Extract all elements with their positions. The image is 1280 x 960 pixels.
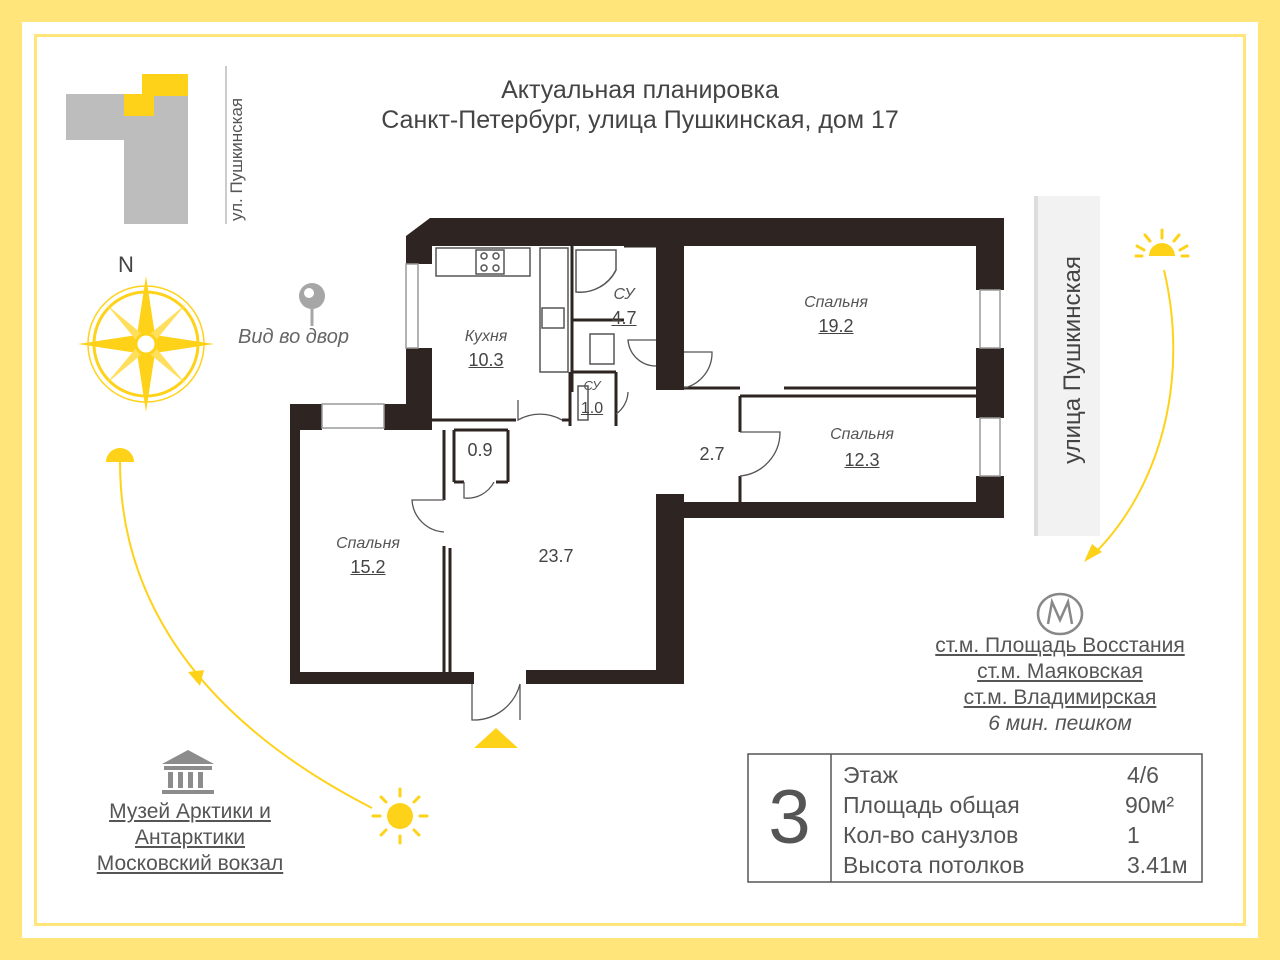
museum-icon (162, 750, 214, 794)
room-area-bedroom1: 19.2 (818, 316, 854, 336)
landmark-line-2: Антарктики (134, 826, 246, 849)
metro-walk-time: 6 мин. пешком (988, 712, 1132, 735)
metro-icon (1038, 594, 1082, 634)
room-area-corridor: 2.7 (699, 444, 725, 464)
info-label-floor: Этаж (843, 762, 898, 788)
compass-icon (78, 276, 214, 412)
info-value-floor: 4/6 (1127, 762, 1159, 788)
room-name-bedroom3: Спальня (336, 535, 400, 552)
room-area-bedroom3: 15.2 (350, 557, 386, 577)
header-title: Актуальная планировка (501, 76, 779, 104)
room-name-bath2: СУ (583, 378, 601, 393)
room-area-bath2: 1.0 (580, 400, 604, 417)
room-name-bath1: СУ (613, 286, 635, 303)
sunrise-icon (1136, 230, 1188, 256)
landmark-line-1: Музей Арктики и (109, 800, 271, 823)
room-name-kitchen: Кухня (464, 328, 508, 345)
sunset-icon (106, 448, 134, 462)
entrance-arrow-icon (474, 728, 518, 748)
street-side-label: улица Пушкинская (1059, 256, 1086, 464)
header-address: Санкт-Петербург, улица Пушкинская, дом 17 (381, 106, 899, 134)
room-area-closet: 0.9 (467, 440, 493, 460)
pin-icon (299, 283, 325, 326)
sun-path-arrow-icon (188, 670, 204, 686)
rooms-count: 3 (768, 775, 811, 860)
room-area-kitchen: 10.3 (468, 350, 504, 370)
info-value-ceiling: 3.41м (1127, 852, 1188, 878)
room-area-bath1: 4.7 (611, 308, 637, 328)
room-name-bedroom2: Спальня (830, 426, 894, 443)
building-map-icon (66, 74, 188, 224)
room-area-bedroom2: 12.3 (844, 450, 880, 470)
info-label-ceiling: Высота потолков (843, 852, 1025, 878)
room-name-bedroom1: Спальня (804, 294, 868, 311)
sun-path-arrow-icon (1084, 544, 1102, 562)
north-label: N (118, 252, 134, 277)
metro-station-2: ст.м. Маяковская (977, 660, 1143, 683)
room-area-hall: 23.7 (538, 546, 574, 566)
sun-icon (373, 789, 427, 843)
view-label: Вид во двор (238, 326, 350, 348)
info-label-area: Площадь общая (843, 792, 1020, 818)
info-value-bathrooms: 1 (1127, 822, 1140, 848)
street-corner-label: ул. Пушкинская (227, 97, 246, 221)
metro-station-3: ст.м. Владимирская (963, 686, 1157, 709)
info-label-bathrooms: Кол-во санузлов (843, 822, 1019, 848)
landmark-line-3: Московский вокзал (96, 852, 284, 875)
info-value-area: 90м² (1125, 792, 1175, 818)
metro-station-1: ст.м. Площадь Восстания (935, 634, 1185, 657)
